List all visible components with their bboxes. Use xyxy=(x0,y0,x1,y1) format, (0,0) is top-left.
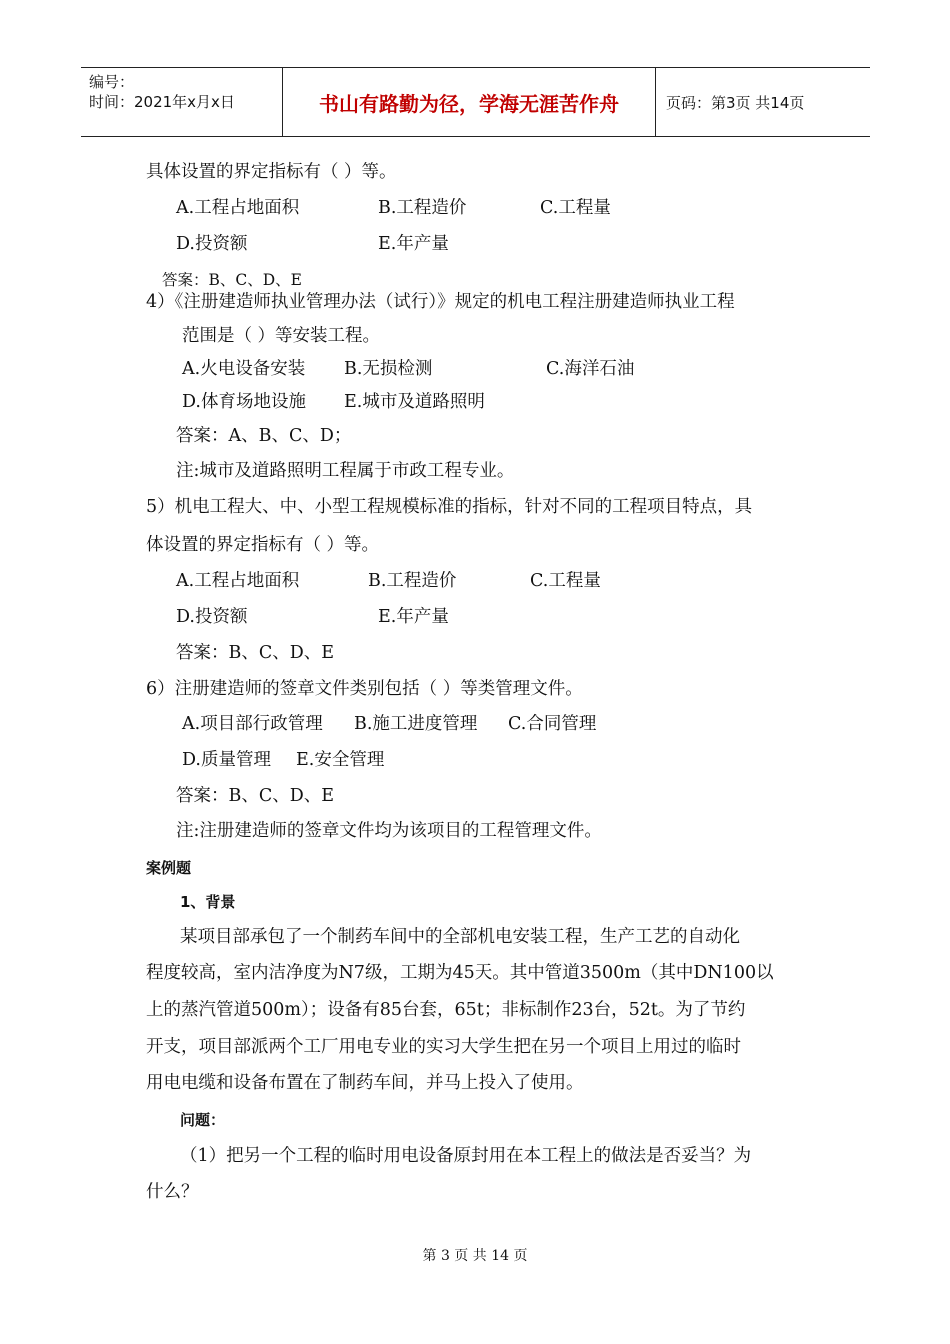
note: 注:城市及道路照明工程属于市政工程专业。 xyxy=(176,461,515,481)
option-a: A.工程占地面积 xyxy=(176,198,300,218)
option-e: E.城市及道路照明 xyxy=(344,392,485,412)
option-c: C.合同管理 xyxy=(508,714,597,734)
question-5: 5）机电工程大、中、小型工程规模标准的指标，针对不同的工程项目特点，具 xyxy=(146,497,753,517)
question-4: 4）《注册建造师执业管理办法（试行）》规定的机电工程注册建造师执业工程 xyxy=(146,292,735,312)
answer: 答案：B、C、D、E xyxy=(176,786,335,806)
text-line: 具体设置的界定指标有（ ）等。 xyxy=(146,162,397,182)
date-label: 时间：2021年x月x日 xyxy=(89,93,235,111)
header-page-info: 页码：第3页 共14页 xyxy=(666,93,805,112)
paragraph-line: 用电电缆和设备布置在了制药车间，并马上投入了使用。 xyxy=(146,1073,584,1093)
answer: 答案：A、B、C、D； xyxy=(176,426,352,446)
paragraph-line: 开支，项目部派两个工厂用电专业的实习大学生把在另一个项目上用过的临时 xyxy=(146,1037,741,1057)
option-a: A.项目部行政管理 xyxy=(182,714,323,734)
header-motto: 书山有路勤为径，学海无涯苦作舟 xyxy=(283,68,656,136)
option-b: B.工程造价 xyxy=(368,571,457,591)
option-e: E.年产量 xyxy=(378,607,449,627)
header-meta xyxy=(81,68,283,136)
option-e: E.安全管理 xyxy=(296,750,385,770)
option-b: B.施工进度管理 xyxy=(354,714,478,734)
page-header xyxy=(81,67,870,137)
subsection-issues: 问题： xyxy=(180,1111,226,1129)
answer: 答案：B、C、D、E xyxy=(162,271,302,289)
option-a: A.工程占地面积 xyxy=(176,571,300,591)
note: 注:注册建造师的签章文件均为该项目的工程管理文件。 xyxy=(176,821,602,841)
serial-label: 编号： xyxy=(89,73,135,91)
option-b: B.工程造价 xyxy=(378,198,467,218)
option-c: C.海洋石油 xyxy=(546,359,635,379)
option-c: C.工程量 xyxy=(540,198,611,218)
question-6: 6）注册建造师的签章文件类别包括（ ）等类管理文件。 xyxy=(146,679,583,699)
paragraph-line: 某项目部承包了一个制药车间中的全部机电安装工程，生产工艺的自动化 xyxy=(180,927,740,947)
option-b: B.无损检测 xyxy=(344,359,433,379)
answer: 答案：B、C、D、E xyxy=(176,643,335,663)
option-d: D.质量管理 xyxy=(182,750,271,770)
option-e: E.年产量 xyxy=(378,234,449,254)
question-4-cont: 范围是（ ）等安装工程。 xyxy=(182,326,381,346)
section-title-case: 案例题 xyxy=(146,859,192,877)
paragraph-line: 程度较高，室内洁净度为N7级，工期为45天。其中管道3500m（其中DN100以 xyxy=(146,963,774,983)
issue-1-cont: 什么？ xyxy=(146,1182,199,1202)
subsection-background: 1、背景 xyxy=(180,893,236,911)
paragraph-line: 上的蒸汽管道500m）；设备有85台套，65t；非标制作23台，52t。为了节约 xyxy=(146,1000,746,1020)
option-c: C.工程量 xyxy=(530,571,601,591)
page-footer: 第 3 页 共 14 页 xyxy=(422,1248,528,1264)
question-5-cont: 体设置的界定指标有（ ）等。 xyxy=(146,535,380,555)
option-d: D.投资额 xyxy=(176,234,248,254)
option-d: D.投资额 xyxy=(176,607,248,627)
option-d: D.体育场地设施 xyxy=(182,392,306,412)
option-a: A.火电设备安装 xyxy=(182,359,306,379)
issue-1: （1）把另一个工程的临时用电设备原封用在本工程上的做法是否妥当？为 xyxy=(180,1146,752,1166)
